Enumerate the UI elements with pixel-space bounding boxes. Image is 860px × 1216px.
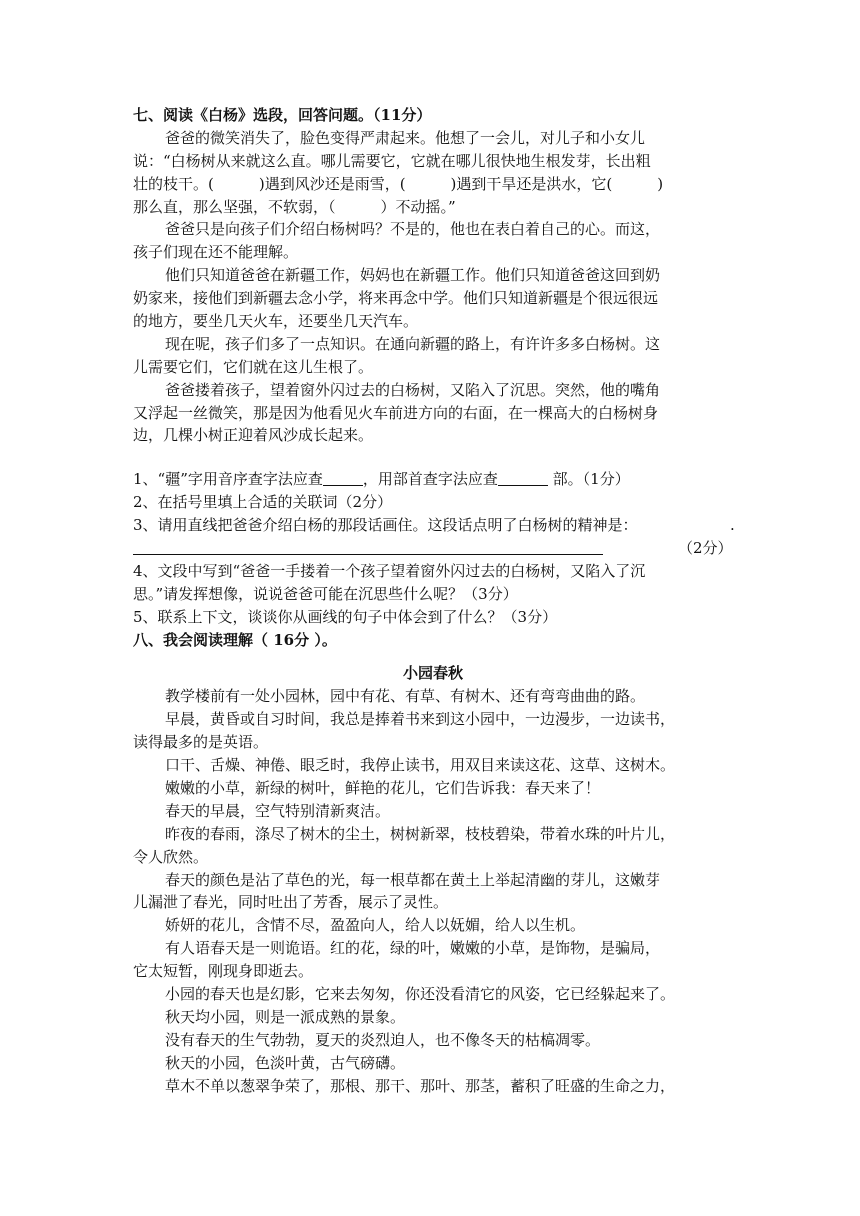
stray-dot: .	[730, 516, 735, 535]
passage-line: 说：“白杨树从来就这么直。哪儿需要它，它就在哪儿很快地生根发芽，长出粗	[133, 151, 651, 170]
article-line: 教学楼前有一处小园林，园中有花、有草、有树木、还有弯弯曲曲的路。	[165, 687, 646, 706]
passage-line: 边，几棵小树正迎着风沙成长起来。	[133, 426, 374, 445]
spacer	[133, 447, 733, 468]
passage-line: 那么直，那么坚强，不软弱，（ ）不动摇。”	[133, 197, 456, 216]
answer-blank[interactable]	[133, 540, 603, 555]
answer-blank[interactable]	[323, 471, 363, 486]
article-line: 读得最多的是英语。	[133, 733, 269, 752]
question-4: 4、文段中写到“爸爸一手搂着一个孩子望着窗外闪过去的白杨树，又陷入了沉	[133, 561, 646, 580]
passage-line: 壮的枝干。( )遇到风沙还是雨雪，( )遇到干旱还是洪水，它( )	[133, 174, 664, 193]
article-line: 昨夜的春雨，涤尽了树木的尘土，树树新翠，枝枝碧染，带着水珠的叶片儿，	[165, 824, 676, 843]
question-4-cont: 思。”请发挥想像，说说爸爸可能在沉思些什么呢？（3分）	[133, 584, 518, 603]
passage-line: 现在呢，孩子们多了一点知识。在通向新疆的路上，有许许多多白杨树。这	[165, 334, 661, 353]
question-2: 2、在括号里填上合适的关联词（2分）	[133, 493, 393, 512]
section-8-title: 八、我会阅读理解（ 16分 ）。	[133, 630, 337, 649]
passage-line: 孩子们现在还不能理解。	[133, 243, 299, 262]
spacer	[133, 651, 733, 662]
article-line: 草木不单以葱翠争荣了，那根、那干、那叶、那茎，蓄积了旺盛的生命之力，	[165, 1076, 676, 1095]
passage-line: 他们只知道爸爸在新疆工作，妈妈也在新疆工作。他们只知道爸爸这回到奶	[165, 266, 661, 285]
question-3-text: 3、请用直线把爸爸介绍白杨的那段话画住。这段话点明了白杨树的精神是：	[133, 516, 638, 535]
passage-line: 儿需要它们，它们就在这儿生根了。	[133, 357, 374, 376]
article-line: 春天的颜色是沾了草色的光，每一根草都在黄土上举起清幽的芽儿，这嫩芽	[165, 870, 661, 889]
question-5: 5、联系上下文，谈谈你从画线的句子中体会到了什么？（3分）	[133, 607, 558, 626]
question-1	[133, 468, 733, 491]
passage-line: 的地方，要坐几天火车，还要坐几天汽车。	[133, 312, 419, 331]
article-line: 儿漏泄了春光，同时吐出了芳香，展示了灵性。	[133, 893, 449, 912]
article-line: 春天的早晨，空气特别清新爽洁。	[165, 801, 391, 820]
article-line: 小园的春天也是幻影，它来去匆匆，你还没看清它的风姿，它已经躲起来了。	[165, 984, 676, 1003]
exam-page	[133, 104, 733, 1097]
article-line: 它太短暂，刚现身即逝去。	[133, 962, 314, 981]
article-line: 秋天的小园，色淡叶黄，古气磅礴。	[165, 1053, 406, 1072]
article-line: 令人欣然。	[133, 847, 209, 866]
article-line: 嫩嫩的小草，新绿的树叶，鲜艳的花儿，它们告诉我：春天来了！	[165, 778, 601, 797]
question-3-answer-line	[133, 537, 733, 560]
article-line: 秋天均小园，则是一派成熟的景象。	[165, 1007, 406, 1026]
passage-line: 奶家来，接他们到新疆去念小学，将来再念中学。他们只知道新疆是个很远很远	[133, 289, 659, 308]
question-3-score: （2分）	[678, 539, 733, 558]
article-line: 口干、舌燥、神倦、眼乏时，我停止读书，用双目来读这花、这草、这树木。	[165, 756, 676, 775]
passage-line: 又浮起一丝微笑，那是因为他看见火车前进方向的右面，在一棵高大的白杨树身	[133, 403, 659, 422]
article-line: 早晨，黄昏或自习时间，我总是捧着书来到这小园中，一边漫步，一边读书，	[165, 710, 676, 729]
passage-line: 爸爸只是向孩子们介绍白杨树吗？不是的，他也在表白着自己的心。而这，	[165, 220, 661, 239]
section-7-title: 七、阅读《白杨》选段，回答问题。（11分）	[133, 106, 432, 124]
question-1-text-b: ，用部首查字法应查	[362, 470, 498, 489]
article-line: 有人语春天是一则诡语。红的花，绿的叶，嫩嫩的小草，是饰物，是骗局，	[165, 939, 661, 958]
question-1-text-c: 部。（1分）	[547, 470, 630, 489]
question-1-text-a: 1、“疆”字用音序查字法应查	[133, 470, 323, 489]
question-3	[133, 514, 733, 537]
article-line: 没有春天的生气勃勃，夏天的炎烈迫人，也不像冬天的枯槁凋零。	[165, 1030, 601, 1049]
passage-line: 爸爸搂着孩子，望着窗外闪过去的白杨树，又陷入了沉思。突然，他的嘴角	[165, 380, 661, 399]
passage-line: 爸爸的微笑消失了，脸色变得严肃起来。他想了一会儿，对儿子和小女儿	[165, 128, 646, 147]
article-line: 娇妍的花儿，含情不尽，盈盈向人，给人以妩媚，给人以生机。	[165, 916, 586, 935]
article-title: 小园春秋	[402, 664, 463, 683]
answer-blank[interactable]	[498, 471, 548, 486]
